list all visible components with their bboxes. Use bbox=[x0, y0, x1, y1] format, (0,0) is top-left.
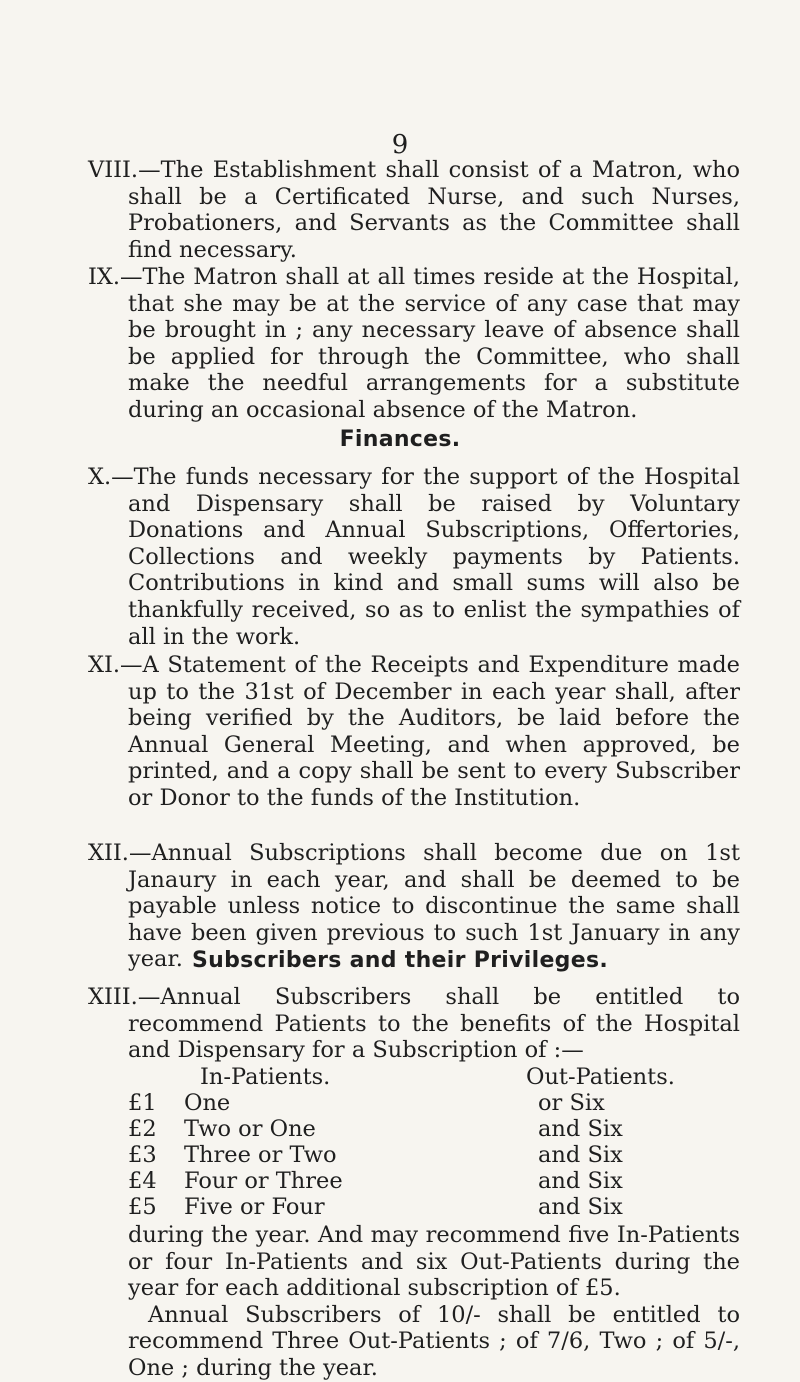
closing-line-1: during the year. And may recommend five In-Patients or four In-Patients and six Out-Patients during the year for each additional subscription of £5. bbox=[128, 1222, 740, 1302]
amount-cell: £1 bbox=[128, 1090, 157, 1116]
out-patients-cell: and Six bbox=[538, 1168, 623, 1194]
rule-ix: IX.—The Matron shall at all times reside at the Hospital, that she may be at the service of any case that may be brought in ; any necessary leave of absence shall be applied for through the Committee, who shall make the needful arrangements for a substitute during an occasional absence of the Matron. bbox=[88, 264, 740, 423]
in-patients-cell: Five or Four bbox=[184, 1194, 325, 1220]
out-patients-cell: and Six bbox=[538, 1142, 623, 1168]
subscription-table bbox=[128, 1064, 740, 1220]
out-patients-cell: and Six bbox=[538, 1116, 623, 1142]
table-row bbox=[128, 1090, 740, 1116]
subscribers-heading: Subscribers and their Privileges. bbox=[192, 948, 608, 973]
in-patients-cell: Three or Two bbox=[184, 1142, 337, 1168]
table-row bbox=[128, 1168, 740, 1194]
in-patients-cell: One bbox=[184, 1090, 231, 1116]
rule-x: X.—The funds necessary for the support of the Hospital and Dispensary shall be raised by Voluntary Donations and Annual Subscriptions, Offertories, Collections and weekly payments by Patients. Contributions in kind and small sums will also be thankfully received, so as to enlist the sympathies of all in the work. bbox=[88, 464, 740, 650]
page-number: 9 bbox=[391, 130, 409, 160]
out-patients-cell: and Six bbox=[538, 1194, 623, 1220]
amount-cell: £3 bbox=[128, 1142, 157, 1168]
table-header-row bbox=[128, 1064, 740, 1090]
closing-text bbox=[128, 1222, 740, 1382]
amount-cell: £5 bbox=[128, 1194, 157, 1220]
rule-xi: XI.—A Statement of the Receipts and Expenditure made up to the 31st of December in each year shall, after being verified by the Auditors, be laid before the Annual General Meeting, and when approved, be printed, and a copy shall be sent to every Subscriber or Donor to the funds of the Institution. bbox=[88, 652, 740, 811]
closing-line-2: Annual Subscribers of 10/- shall be entitled to recommend Three Out-Patients ; of 7/6, Two ; of 5/-, One ; during the year. bbox=[128, 1301, 740, 1381]
in-patients-cell: Two or One bbox=[184, 1116, 316, 1142]
table-row bbox=[128, 1194, 740, 1220]
finances-heading: Finances. bbox=[339, 427, 461, 452]
out-patients-header: Out-Patients. bbox=[526, 1064, 675, 1090]
amount-cell: £4 bbox=[128, 1168, 157, 1194]
in-patients-cell: Four or Three bbox=[184, 1168, 343, 1194]
rule-xii: XII.—Annual Subscriptions shall become due on 1st Janaury in each year, and shall be deemed to be payable unless notice to discontinue the same shall have been given previous to such 1st January in any year. bbox=[88, 840, 740, 973]
table-row bbox=[128, 1116, 740, 1142]
amount-cell: £2 bbox=[128, 1116, 157, 1142]
out-patients-cell: or Six bbox=[538, 1090, 605, 1116]
rule-xiii: XIII.—Annual Subscribers shall be entitled to recommend Patients to the benefits of the Hospital and Dispensary for a Subscription of :— bbox=[88, 984, 740, 1064]
table-row bbox=[128, 1142, 740, 1168]
in-patients-header: In-Patients. bbox=[200, 1064, 331, 1090]
rule-viii: VIII.—The Establishment shall consist of a Matron, who shall be a Certificated Nurse, and such Nurses, Probationers, and Servants as the Committee shall find necessary. bbox=[88, 157, 740, 263]
